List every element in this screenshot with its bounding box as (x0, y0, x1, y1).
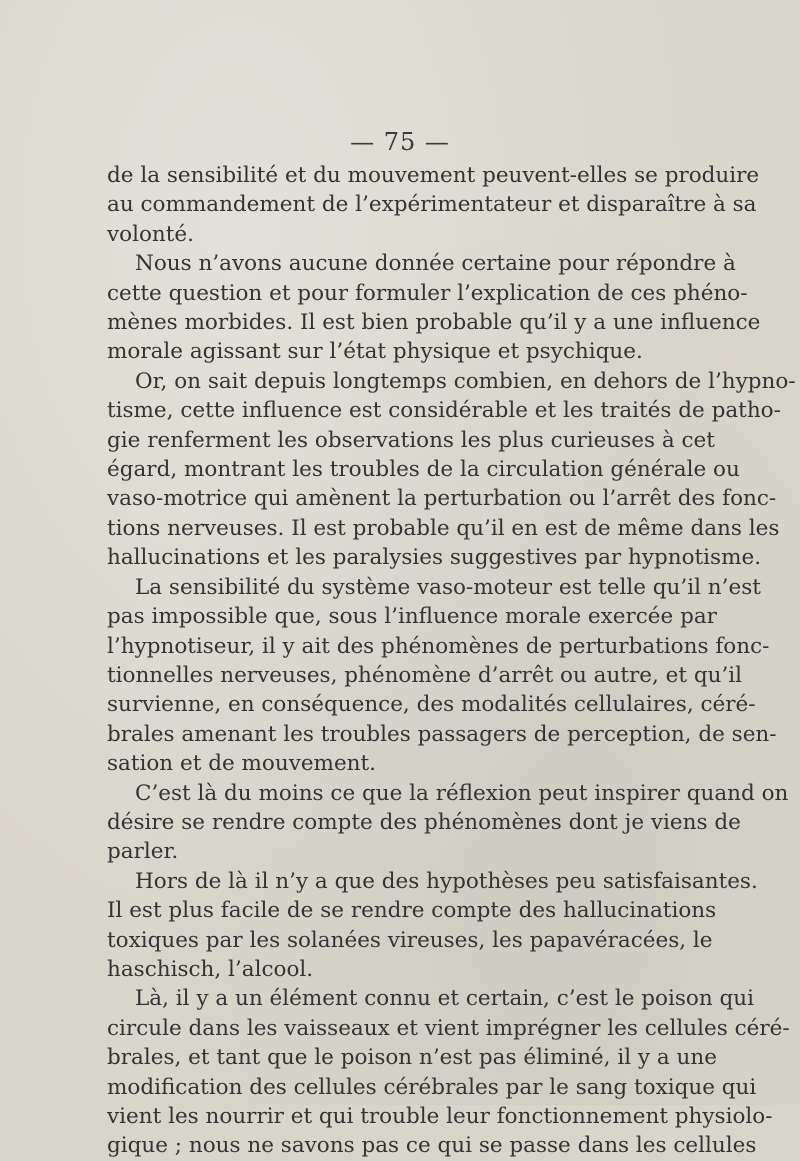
paragraph-1 (107, 161, 760, 249)
body-text (107, 161, 796, 1161)
text-line: de la sensibilité et du mouvement peuvent-elles se produire (107, 163, 760, 188)
text-line: Hors de là il n’y a que des hypothèses peu satisfaisantes. (135, 868, 758, 894)
text-line: C’est là du moins ce que la réflexion peut inspirer quand on (135, 780, 789, 806)
text-line: cette question et pour formuler l’explication de ces phéno- (107, 280, 748, 306)
text-line: haschisch, l’alcool. (107, 956, 314, 982)
paragraph-8 (107, 984, 790, 1160)
text-line: gique ; nous ne savons pas ce qui se passe dans les cellules (107, 1133, 757, 1159)
text-line: Nous n’avons aucune donnée certaine pour répondre à (135, 251, 736, 277)
text-line: La sensibilité du système vaso-moteur est telle qu’il n’est (135, 574, 761, 600)
paragraph-5 (107, 779, 789, 867)
text-line: circule dans les vaisseaux et vient imprégner les cellules céré- (107, 1015, 790, 1041)
page-number: — 75 — (350, 128, 450, 156)
text-line: Il est plus facile de se rendre compte des hallucinations (107, 898, 717, 924)
text-line: brales, et tant que le poison n’est pas éliminé, il y a une (107, 1045, 717, 1071)
text-line: vaso-motrice qui amènent la perturbation ou l’arrêt des fonc- (107, 486, 777, 512)
text-line: toxiques par les solanées vireuses, les papavéracées, le (107, 927, 713, 953)
text-line: modification des cellules cérébrales par le sang toxique qui (107, 1074, 757, 1100)
text-line: parler. (107, 839, 179, 865)
text-line: sation et de mouvement. (107, 751, 376, 777)
text-line: tionnelles nerveuses, phénomène d’arrêt ou autre, et qu’il (107, 662, 743, 688)
text-line: gie renferment les observations les plus curieuses à cet (107, 427, 715, 453)
text-line: morale agissant sur l’état physique et psychique. (107, 339, 643, 365)
text-line: Là, il y a un élément connu et certain, c’est le poison qui (135, 986, 754, 1012)
paragraph-3 (107, 367, 796, 573)
text-line: brales amenant les troubles passagers de perception, de sen- (107, 721, 777, 747)
text-line: tions nerveuses. Il est probable qu’il en est de même dans les (107, 515, 780, 541)
text-line: l’hypnotiseur, il y ait des phénomènes de perturbations fonc- (107, 633, 770, 659)
text-line: pas impossible que, sous l’influence morale exercée par (107, 604, 717, 630)
paragraph-4 (107, 573, 777, 779)
text-line: survienne, en conséquence, des modalités cellulaires, céré- (107, 692, 756, 718)
paragraph-6 (107, 867, 758, 896)
text-line: égard, montrant les troubles de la circulation générale ou (107, 457, 740, 483)
text-line: au commandement de l’expérimentateur et disparaître à sa (107, 192, 757, 218)
text-line: désire se rendre compte des phénomènes dont je viens de (107, 809, 741, 835)
paragraph-2 (107, 249, 761, 367)
text-line: Or, on sait depuis longtemps combien, en dehors de l’hypno- (135, 368, 796, 394)
text-line: mènes morbides. Il est bien probable qu’il y a une influence (107, 310, 761, 336)
text-line: tisme, cette influence est considérable et les traités de patho- (107, 398, 781, 424)
text-line: vient les nourrir et qui trouble leur fonctionnement physiolo- (107, 1104, 773, 1129)
text-line: hallucinations et les paralysies suggestives par hypnotisme. (107, 545, 762, 571)
paragraph-7 (107, 896, 717, 984)
text-line: volonté. (107, 221, 194, 247)
